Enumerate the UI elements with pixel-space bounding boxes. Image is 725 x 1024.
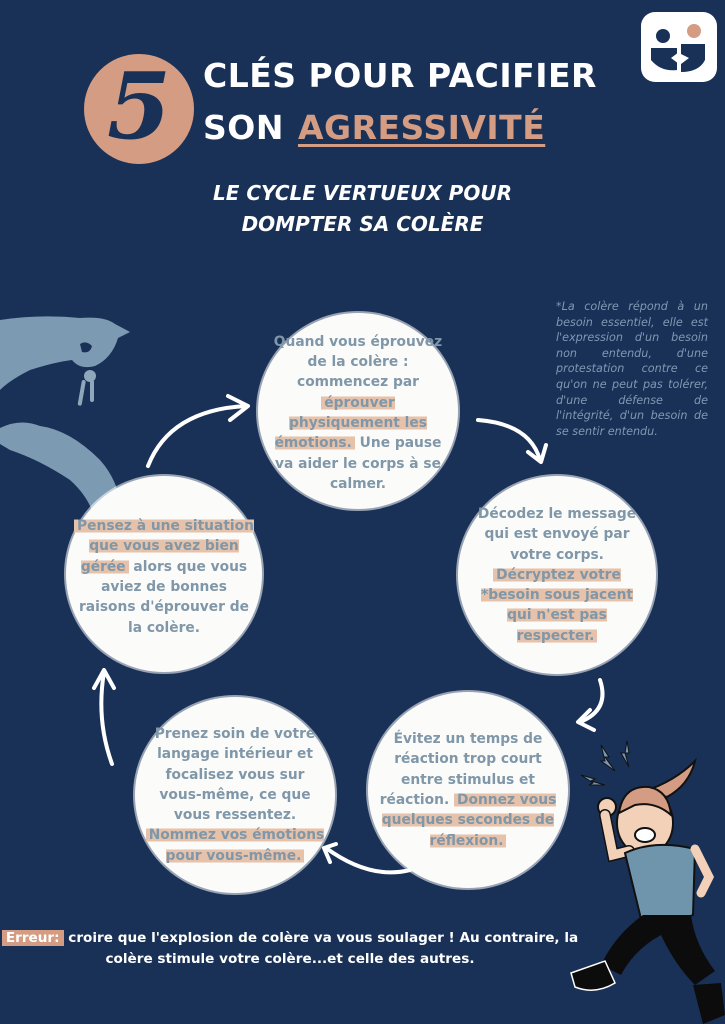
step-4-highlight: Nommez vos émotions pour vous-même. xyxy=(146,827,325,863)
step-3-text: Évitez un temps de réaction trop court entre stimulus et réaction. Donnez vous quelques secondes de réflexion. xyxy=(379,731,557,849)
title-line-1: CLÉS POUR PACIFIER xyxy=(203,56,597,95)
cycle-step-5 xyxy=(66,476,262,672)
subtitle-line-2: DOMPTER SA COLÈRE xyxy=(241,212,484,236)
title-accent: AGRESSIVITÉ xyxy=(297,108,546,147)
step-3-highlight: Donnez vous quelques secondes de réflexion. xyxy=(381,792,557,849)
title-prefix: SON xyxy=(203,108,284,147)
cycle-step-2 xyxy=(458,476,656,674)
arrow-step4-to-step5 xyxy=(94,670,114,764)
error-note xyxy=(0,928,580,970)
step-5-text: Pensez à une situation que vous avez bien gérée alors que vous aviez de bonnes raisons d'éprouver de la colère. xyxy=(73,516,255,638)
error-label: Erreur: xyxy=(2,930,64,946)
subtitle-line-1: LE CYCLE VERTUEUX POUR xyxy=(213,181,512,205)
cycle-step-1 xyxy=(258,313,458,509)
step-5-highlight: Pensez à une situation que vous avez bien gérée xyxy=(74,518,254,575)
arrow-step2-to-step3 xyxy=(578,680,603,730)
lightning-icon xyxy=(581,741,629,785)
step-1-highlight: éprouver physiquement les émotions. xyxy=(274,394,427,452)
arrow-step5-to-step1 xyxy=(148,396,248,466)
angry-running-woman-illustration xyxy=(565,735,725,1024)
step-1-text: Quand vous éprouvez de la colère : commencez par éprouver physiquement les émotions. Une pause va aider le corps à se calmer. xyxy=(273,333,443,492)
cycle-step-4 xyxy=(135,697,335,893)
error-text: croire que l'explosion de colère va vous soulager ! Au contraire, la colère stimule votre colère...et celle des autres. xyxy=(63,930,579,967)
arrow-step1-to-step2 xyxy=(478,420,546,462)
step-2-highlight: Décryptez votre *besoin sous jacent qui n'est pas respecter. xyxy=(480,566,633,644)
cycle-step-3 xyxy=(368,692,568,888)
footnote: *La colère répond à un besoin essentiel, elle est l'expression d'un besoin non entendu, d'une protestation contre ce qu'on ne peut pas tolérer, d'une défense de l'intégrité, d'un besoin de se sentir entendu. xyxy=(556,300,708,438)
step-2-text: Décodez le message qui est envoyé par votre corps. Décryptez votre *besoin sous jacent qui n'est pas respecter. xyxy=(477,505,637,644)
step-4-text: Prenez soin de votre langage intérieur et focalisez vous sur vous-même, ce que vous ressentez. Nommez vos émotions pour vous-même. xyxy=(145,724,325,866)
number-five: 5 xyxy=(106,52,171,160)
